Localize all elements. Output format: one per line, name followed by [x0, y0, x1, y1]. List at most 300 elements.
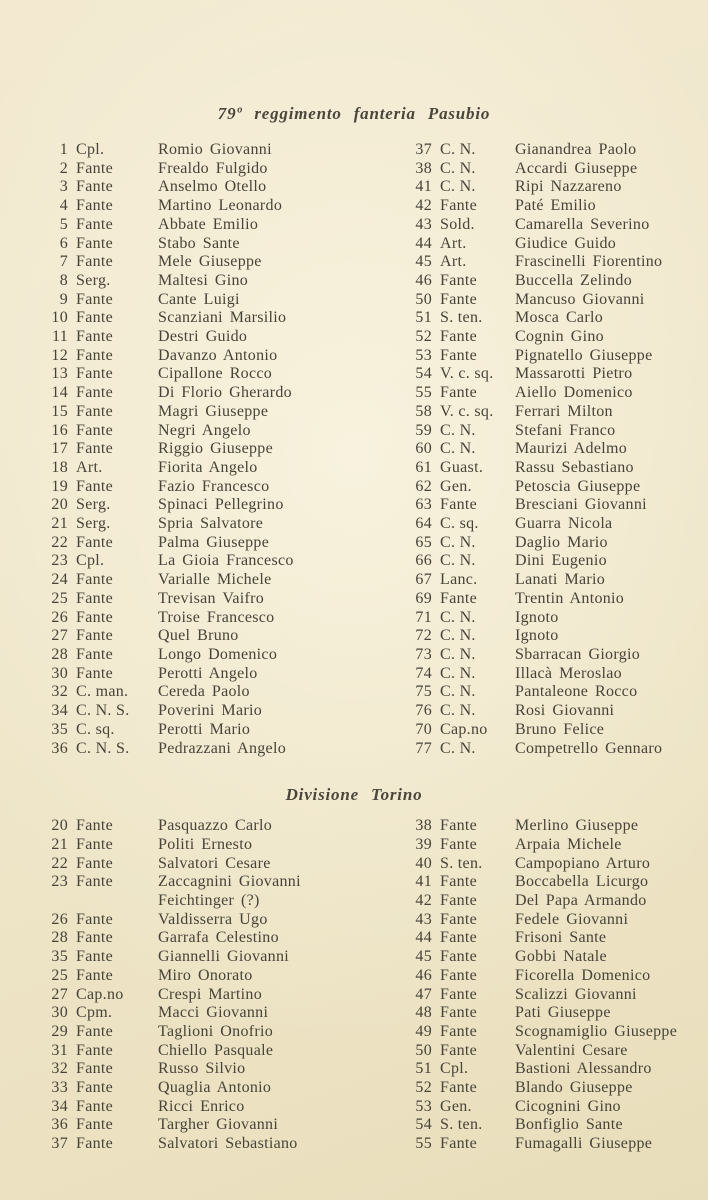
entry-number: 21 — [51, 515, 68, 533]
entry-rank: Art. — [440, 234, 467, 252]
entry-rank: Fante — [76, 966, 114, 984]
entry-name: Blando Giuseppe — [515, 1079, 633, 1097]
entry-rank: Serg. — [76, 515, 111, 533]
entry-rank: Fante — [440, 873, 478, 891]
section-title-pasubio: 79º reggimento fanteria Pasubio — [217, 104, 491, 123]
entry-name: Fazio Francesco — [158, 477, 270, 495]
roster-row — [404, 948, 704, 967]
roster-row — [40, 403, 356, 422]
roster-row — [404, 1135, 704, 1154]
roster-row — [40, 721, 356, 740]
entry-name: Palma Giuseppe — [158, 533, 270, 551]
entry-name: Ignoto — [515, 627, 559, 645]
entry-number: 54 — [415, 1116, 432, 1134]
roster-row — [40, 496, 356, 515]
entry-name: Salvatori Sebastiano — [158, 1135, 298, 1153]
entry-rank: Fante — [76, 346, 114, 364]
roster-row — [404, 197, 704, 216]
entry-number: 47 — [415, 985, 432, 1003]
entry-number: 55 — [415, 384, 432, 402]
entry-name: Rassu Sebastiano — [515, 458, 634, 476]
entry-rank: Cap.no — [440, 720, 488, 738]
entry-number: 26 — [51, 608, 68, 626]
roster-row — [404, 534, 704, 553]
roster-row — [40, 253, 356, 272]
entry-rank: Fante — [440, 1135, 478, 1153]
entry-number: 7 — [59, 253, 68, 271]
entry-rank: V. c. sq. — [440, 365, 494, 383]
entry-name: Politi Ernesto — [158, 835, 253, 853]
roster-row — [404, 291, 704, 310]
roster-row — [404, 141, 704, 160]
entry-number: 43 — [415, 910, 432, 928]
entry-number: 9 — [59, 290, 68, 308]
entry-number: 65 — [415, 533, 432, 551]
entry-rank: C. N. — [440, 739, 476, 757]
roster-row — [404, 721, 704, 740]
roster-row — [40, 665, 356, 684]
roster-row — [40, 197, 356, 216]
entry-name: Valentini Cesare — [515, 1041, 628, 1059]
roster-row — [40, 309, 356, 328]
roster-row — [404, 817, 704, 836]
entry-name: Scalizzi Giovanni — [515, 985, 637, 1003]
entry-number: 18 — [51, 458, 68, 476]
entry-rank: Fante — [76, 571, 114, 589]
entry-number: 12 — [51, 346, 68, 364]
entry-name: Spinaci Pellegrino — [158, 496, 284, 514]
entry-number: 30 — [51, 664, 68, 682]
roster-row — [40, 515, 356, 534]
entry-name: Paté Emilio — [515, 197, 596, 215]
entry-name: Scognamiglio Giuseppe — [515, 1022, 678, 1040]
entry-name: Perotti Mario — [158, 720, 251, 738]
entry-rank: Fante — [440, 1022, 478, 1040]
entry-rank: Sold. — [440, 215, 475, 233]
entry-name: Martino Leonardo — [158, 197, 283, 215]
torino-right-column — [404, 817, 704, 1154]
roster-row — [40, 948, 356, 967]
roster-row — [40, 1079, 356, 1098]
entry-number: 3 — [59, 178, 68, 196]
entry-number: 53 — [415, 1097, 432, 1115]
entry-number: 34 — [51, 1097, 68, 1115]
entry-name: Troise Francesco — [158, 608, 275, 626]
entry-number: 10 — [51, 309, 68, 327]
entry-rank: Fante — [76, 664, 114, 682]
roster-row — [40, 1004, 356, 1023]
entry-rank: Fante — [76, 1041, 114, 1059]
entry-name: Del Papa Armando — [515, 892, 647, 910]
entry-number: 58 — [415, 402, 432, 420]
entry-name: Romio Giovanni — [158, 141, 272, 158]
roster-row — [40, 422, 356, 441]
entry-name: Zaccagnini Giovanni — [158, 873, 301, 891]
entry-rank: Fante — [440, 271, 478, 289]
roster-row — [40, 291, 356, 310]
entry-rank: Fante — [440, 1041, 478, 1059]
entry-name: Garrafa Celestino — [158, 929, 279, 947]
roster-row — [404, 1098, 704, 1117]
roster-row — [404, 836, 704, 855]
entry-number: 28 — [51, 645, 68, 663]
roster-row — [404, 627, 704, 646]
entry-number: 32 — [51, 1060, 68, 1078]
roster-row — [40, 365, 356, 384]
entry-number: 45 — [415, 253, 432, 271]
entry-rank: Fante — [76, 309, 114, 327]
entry-name: Davanzo Antonio — [158, 346, 278, 364]
entry-rank: C. N. — [440, 683, 476, 701]
roster-row — [404, 440, 704, 459]
entry-number: 46 — [415, 271, 432, 289]
roster-row — [404, 571, 704, 590]
entry-name: Campopiano Arturo — [515, 854, 651, 872]
entry-number: 46 — [415, 966, 432, 984]
entry-name: Macci Giovanni — [158, 1004, 269, 1022]
entry-name: Cereda Paolo — [158, 683, 250, 701]
roster-row — [40, 216, 356, 235]
entry-name: Abbate Emilio — [158, 215, 259, 233]
entry-number: 27 — [51, 985, 68, 1003]
entry-number: 77 — [415, 739, 432, 757]
entry-number: 67 — [415, 571, 432, 589]
entry-number: 28 — [51, 929, 68, 947]
entry-name: Valdisserra Ugo — [158, 910, 268, 928]
entry-rank: Fante — [440, 328, 478, 346]
entry-name: Ripi Nazzareno — [515, 178, 622, 196]
entry-rank — [76, 892, 150, 911]
roster-row — [404, 665, 704, 684]
entry-number: 52 — [415, 1079, 432, 1097]
entry-name: Miro Onorato — [158, 966, 253, 984]
entry-number: 72 — [415, 627, 432, 645]
roster-row — [404, 253, 704, 272]
roster-row — [404, 967, 704, 986]
entry-number: 19 — [51, 477, 68, 495]
entry-name: Pantaleone Rocco — [515, 683, 638, 701]
entry-number: 25 — [51, 589, 68, 607]
entry-number: 8 — [59, 271, 68, 289]
entry-number: 48 — [415, 1004, 432, 1022]
roster-row — [40, 967, 356, 986]
roster-row — [40, 141, 356, 160]
entry-rank: Cpm. — [76, 1004, 113, 1022]
entry-rank: Fante — [76, 234, 114, 252]
entry-number: 22 — [51, 533, 68, 551]
entry-rank: C. N. — [440, 178, 476, 196]
entry-rank: Fante — [440, 589, 478, 607]
entry-number: 38 — [415, 159, 432, 177]
entry-number: 50 — [415, 1041, 432, 1059]
entry-number: 30 — [51, 1004, 68, 1022]
roster-row — [404, 160, 704, 179]
entry-rank: Fante — [76, 1022, 114, 1040]
entry-number: 51 — [415, 1060, 432, 1078]
roster-row — [40, 911, 356, 930]
roster-row — [40, 178, 356, 197]
roster-row — [40, 1042, 356, 1061]
roster-row — [404, 272, 704, 291]
entry-number: 52 — [415, 328, 432, 346]
entry-name: Varialle Michele — [158, 571, 272, 589]
entry-rank: C. N. — [440, 702, 476, 720]
entry-number: 2 — [59, 159, 68, 177]
roster-row — [404, 855, 704, 874]
roster-row — [40, 817, 356, 836]
roster-row — [40, 347, 356, 366]
entry-number: 29 — [51, 1022, 68, 1040]
roster-row — [404, 1023, 704, 1042]
entry-number: 39 — [415, 835, 432, 853]
entry-name: Sbarracan Giorgio — [515, 645, 641, 663]
entry-number: 66 — [415, 552, 432, 570]
entry-number: 37 — [51, 1135, 68, 1153]
entry-number: 5 — [59, 215, 68, 233]
entry-name: Scanziani Marsilio — [158, 309, 287, 327]
roster-row — [404, 1060, 704, 1079]
roster-row — [404, 515, 704, 534]
roster-row — [40, 552, 356, 571]
entry-number: 11 — [51, 328, 68, 346]
entry-rank: Fante — [76, 910, 114, 928]
roster-row — [404, 347, 704, 366]
entry-number: 71 — [415, 608, 432, 626]
entry-rank: Fante — [76, 835, 114, 853]
entry-rank: Fante — [76, 589, 114, 607]
entry-name: La Gioia Francesco — [158, 552, 294, 570]
roster-row — [404, 702, 704, 721]
entry-number: 31 — [51, 1041, 68, 1059]
roster-row — [404, 235, 704, 254]
entry-rank: Fante — [440, 835, 478, 853]
entry-number: 15 — [51, 402, 68, 420]
entry-name: Frisoni Sante — [515, 929, 607, 947]
torino-columns — [0, 817, 708, 1154]
entry-rank: C. sq. — [440, 515, 479, 533]
entry-number: 70 — [415, 720, 432, 738]
entry-rank: C. N. — [440, 627, 476, 645]
entry-number: 43 — [415, 215, 432, 233]
entry-name: Buccella Zelindo — [515, 271, 633, 289]
entry-name: Poverini Mario — [158, 702, 263, 720]
entry-rank: Fante — [440, 346, 478, 364]
entry-number: 25 — [51, 966, 68, 984]
roster-row — [404, 911, 704, 930]
entry-number: 49 — [415, 1022, 432, 1040]
entry-name: Destri Guido — [158, 328, 248, 346]
entry-name: Guarra Nicola — [515, 515, 613, 533]
entry-number: 74 — [415, 664, 432, 682]
entry-number: 69 — [415, 589, 432, 607]
entry-name: Stefani Franco — [515, 421, 616, 439]
entry-name: Cognin Gino — [515, 328, 604, 346]
entry-number: 16 — [51, 421, 68, 439]
entry-rank: Fante — [76, 948, 114, 966]
roster-row — [40, 1116, 356, 1135]
entry-number: 37 — [415, 141, 432, 158]
roster-row — [404, 365, 704, 384]
entry-rank: C. N. — [440, 664, 476, 682]
entry-number: 6 — [59, 234, 68, 252]
entry-name: Frealdo Fulgido — [158, 159, 268, 177]
entry-name: Massarotti Pietro — [515, 365, 633, 383]
entry-number: 4 — [59, 197, 68, 215]
entry-number: 23 — [51, 552, 68, 570]
entry-number: 42 — [415, 892, 432, 910]
entry-number: 24 — [51, 571, 68, 589]
roster-row — [404, 683, 704, 702]
pasubio-left-column — [40, 141, 356, 758]
roster-row — [40, 683, 356, 702]
entry-rank: C. N. — [440, 552, 476, 570]
entry-name: Camarella Severino — [515, 215, 650, 233]
entry-number: 59 — [415, 421, 432, 439]
section-reggimento-pasubio — [0, 104, 708, 758]
roster-row — [404, 590, 704, 609]
entry-rank: Fante — [76, 328, 114, 346]
roster-row — [40, 873, 356, 892]
entry-rank: Fante — [76, 627, 114, 645]
entry-rank: Fante — [76, 477, 114, 495]
roster-row — [40, 1023, 356, 1042]
entry-name: Giannelli Giovanni — [158, 948, 289, 966]
entry-name: Targher Giovanni — [158, 1116, 279, 1134]
entry-rank: C. N. — [440, 141, 476, 158]
entry-name: Spria Salvatore — [158, 515, 264, 533]
entry-name: Boccabella Licurgo — [515, 873, 649, 891]
entry-number: 27 — [51, 627, 68, 645]
entry-rank: C. N. — [440, 440, 476, 458]
entry-number: 50 — [415, 290, 432, 308]
entry-number: 55 — [415, 1135, 432, 1153]
entry-name: Cicognini Gino — [515, 1097, 621, 1115]
entry-number: 54 — [415, 365, 432, 383]
entry-name: Quel Bruno — [158, 627, 239, 645]
entry-name: Bastioni Alessandro — [515, 1060, 652, 1078]
entry-rank: Fante — [76, 1116, 114, 1134]
roster-row — [404, 1042, 704, 1061]
roster-row — [40, 440, 356, 459]
entry-number: 60 — [415, 440, 432, 458]
entry-number: 63 — [415, 496, 432, 514]
entry-rank: Fante — [440, 985, 478, 1003]
entry-name: Anselmo Otello — [158, 178, 267, 196]
entry-rank: Art. — [440, 253, 467, 271]
entry-rank: Fante — [76, 197, 114, 215]
roster-row — [404, 609, 704, 628]
entry-rank: Fante — [76, 929, 114, 947]
entry-rank: Fante — [440, 929, 478, 947]
entry-number: 42 — [415, 197, 432, 215]
entry-number: 1 — [59, 141, 68, 158]
entry-number: 32 — [51, 683, 68, 701]
entry-rank: C. N. — [440, 533, 476, 551]
pasubio-right-column — [404, 141, 704, 758]
entry-rank: Fante — [76, 384, 114, 402]
roster-row — [40, 1060, 356, 1079]
entry-name: Mancuso Giovanni — [515, 290, 645, 308]
entry-name: Giudice Guido — [515, 234, 617, 252]
entry-name: Taglioni Onofrio — [158, 1022, 274, 1040]
entry-number: 44 — [415, 234, 432, 252]
entry-number: 40 — [415, 854, 432, 872]
roster-row — [404, 1116, 704, 1135]
roster-row — [404, 478, 704, 497]
entry-rank: Fante — [76, 178, 114, 196]
roster-row — [404, 873, 704, 892]
entry-rank: Fante — [76, 402, 114, 420]
entry-name: Ricci Enrico — [158, 1097, 245, 1115]
entry-name: Riggio Giuseppe — [158, 440, 273, 458]
entry-number: 53 — [415, 346, 432, 364]
entry-name: Mosca Carlo — [515, 309, 604, 327]
entry-rank: Fante — [440, 948, 478, 966]
roster-row — [404, 496, 704, 515]
entry-name: Fedele Giovanni — [515, 910, 629, 928]
entry-name: Ficorella Domenico — [515, 966, 651, 984]
roster-row — [404, 178, 704, 197]
entry-rank: Guast. — [440, 458, 484, 476]
entry-name: Frascinelli Fiorentino — [515, 253, 663, 271]
entry-rank: Fante — [76, 645, 114, 663]
entry-rank: C. sq. — [76, 720, 115, 738]
entry-rank: Cpl. — [440, 1060, 469, 1078]
entry-name: Ignoto — [515, 608, 559, 626]
entry-name: Fumagalli Giuseppe — [515, 1135, 653, 1153]
entry-number: 36 — [51, 739, 68, 757]
entry-name: Ferrari Milton — [515, 402, 613, 420]
entry-number: 44 — [415, 929, 432, 947]
entry-rank: S. ten. — [440, 309, 483, 327]
roster-row — [40, 740, 356, 759]
entry-name: Longo Domenico — [158, 645, 278, 663]
entry-name: Feichtinger (?) — [158, 892, 260, 910]
entry-rank: Fante — [440, 817, 478, 835]
entry-name: Merlino Giuseppe — [515, 817, 639, 835]
entry-rank: Fante — [76, 1079, 114, 1097]
entry-rank: V. c. sq. — [440, 402, 494, 420]
roster-row — [40, 646, 356, 665]
roster-row — [40, 986, 356, 1005]
roster-row — [404, 929, 704, 948]
roster-row — [40, 590, 356, 609]
entry-number: 17 — [51, 440, 68, 458]
entry-rank: Fante — [76, 365, 114, 383]
roster-row — [404, 422, 704, 441]
entry-name: Pedrazzani Angelo — [158, 739, 286, 757]
roster-row — [40, 609, 356, 628]
entry-number: 35 — [51, 720, 68, 738]
entry-rank: S. ten. — [440, 854, 483, 872]
entry-name: Accardi Giuseppe — [515, 159, 638, 177]
entry-number: 41 — [415, 873, 432, 891]
roster-row — [404, 328, 704, 347]
entry-rank: Fante — [76, 1060, 114, 1078]
entry-name: Cipallone Rocco — [158, 365, 273, 383]
entry-name: Maurizi Adelmo — [515, 440, 628, 458]
entry-rank: Fante — [76, 817, 114, 835]
entry-name: Aiello Domenico — [515, 384, 633, 402]
roster-row — [40, 702, 356, 721]
entry-rank: C. N. — [440, 421, 476, 439]
entry-rank: S. ten. — [440, 1116, 483, 1134]
entry-name: Quaglia Antonio — [158, 1079, 272, 1097]
roster-row — [404, 1004, 704, 1023]
roster-row — [40, 627, 356, 646]
roster-row — [40, 1135, 356, 1154]
entry-name: Rosi Giovanni — [515, 702, 615, 720]
